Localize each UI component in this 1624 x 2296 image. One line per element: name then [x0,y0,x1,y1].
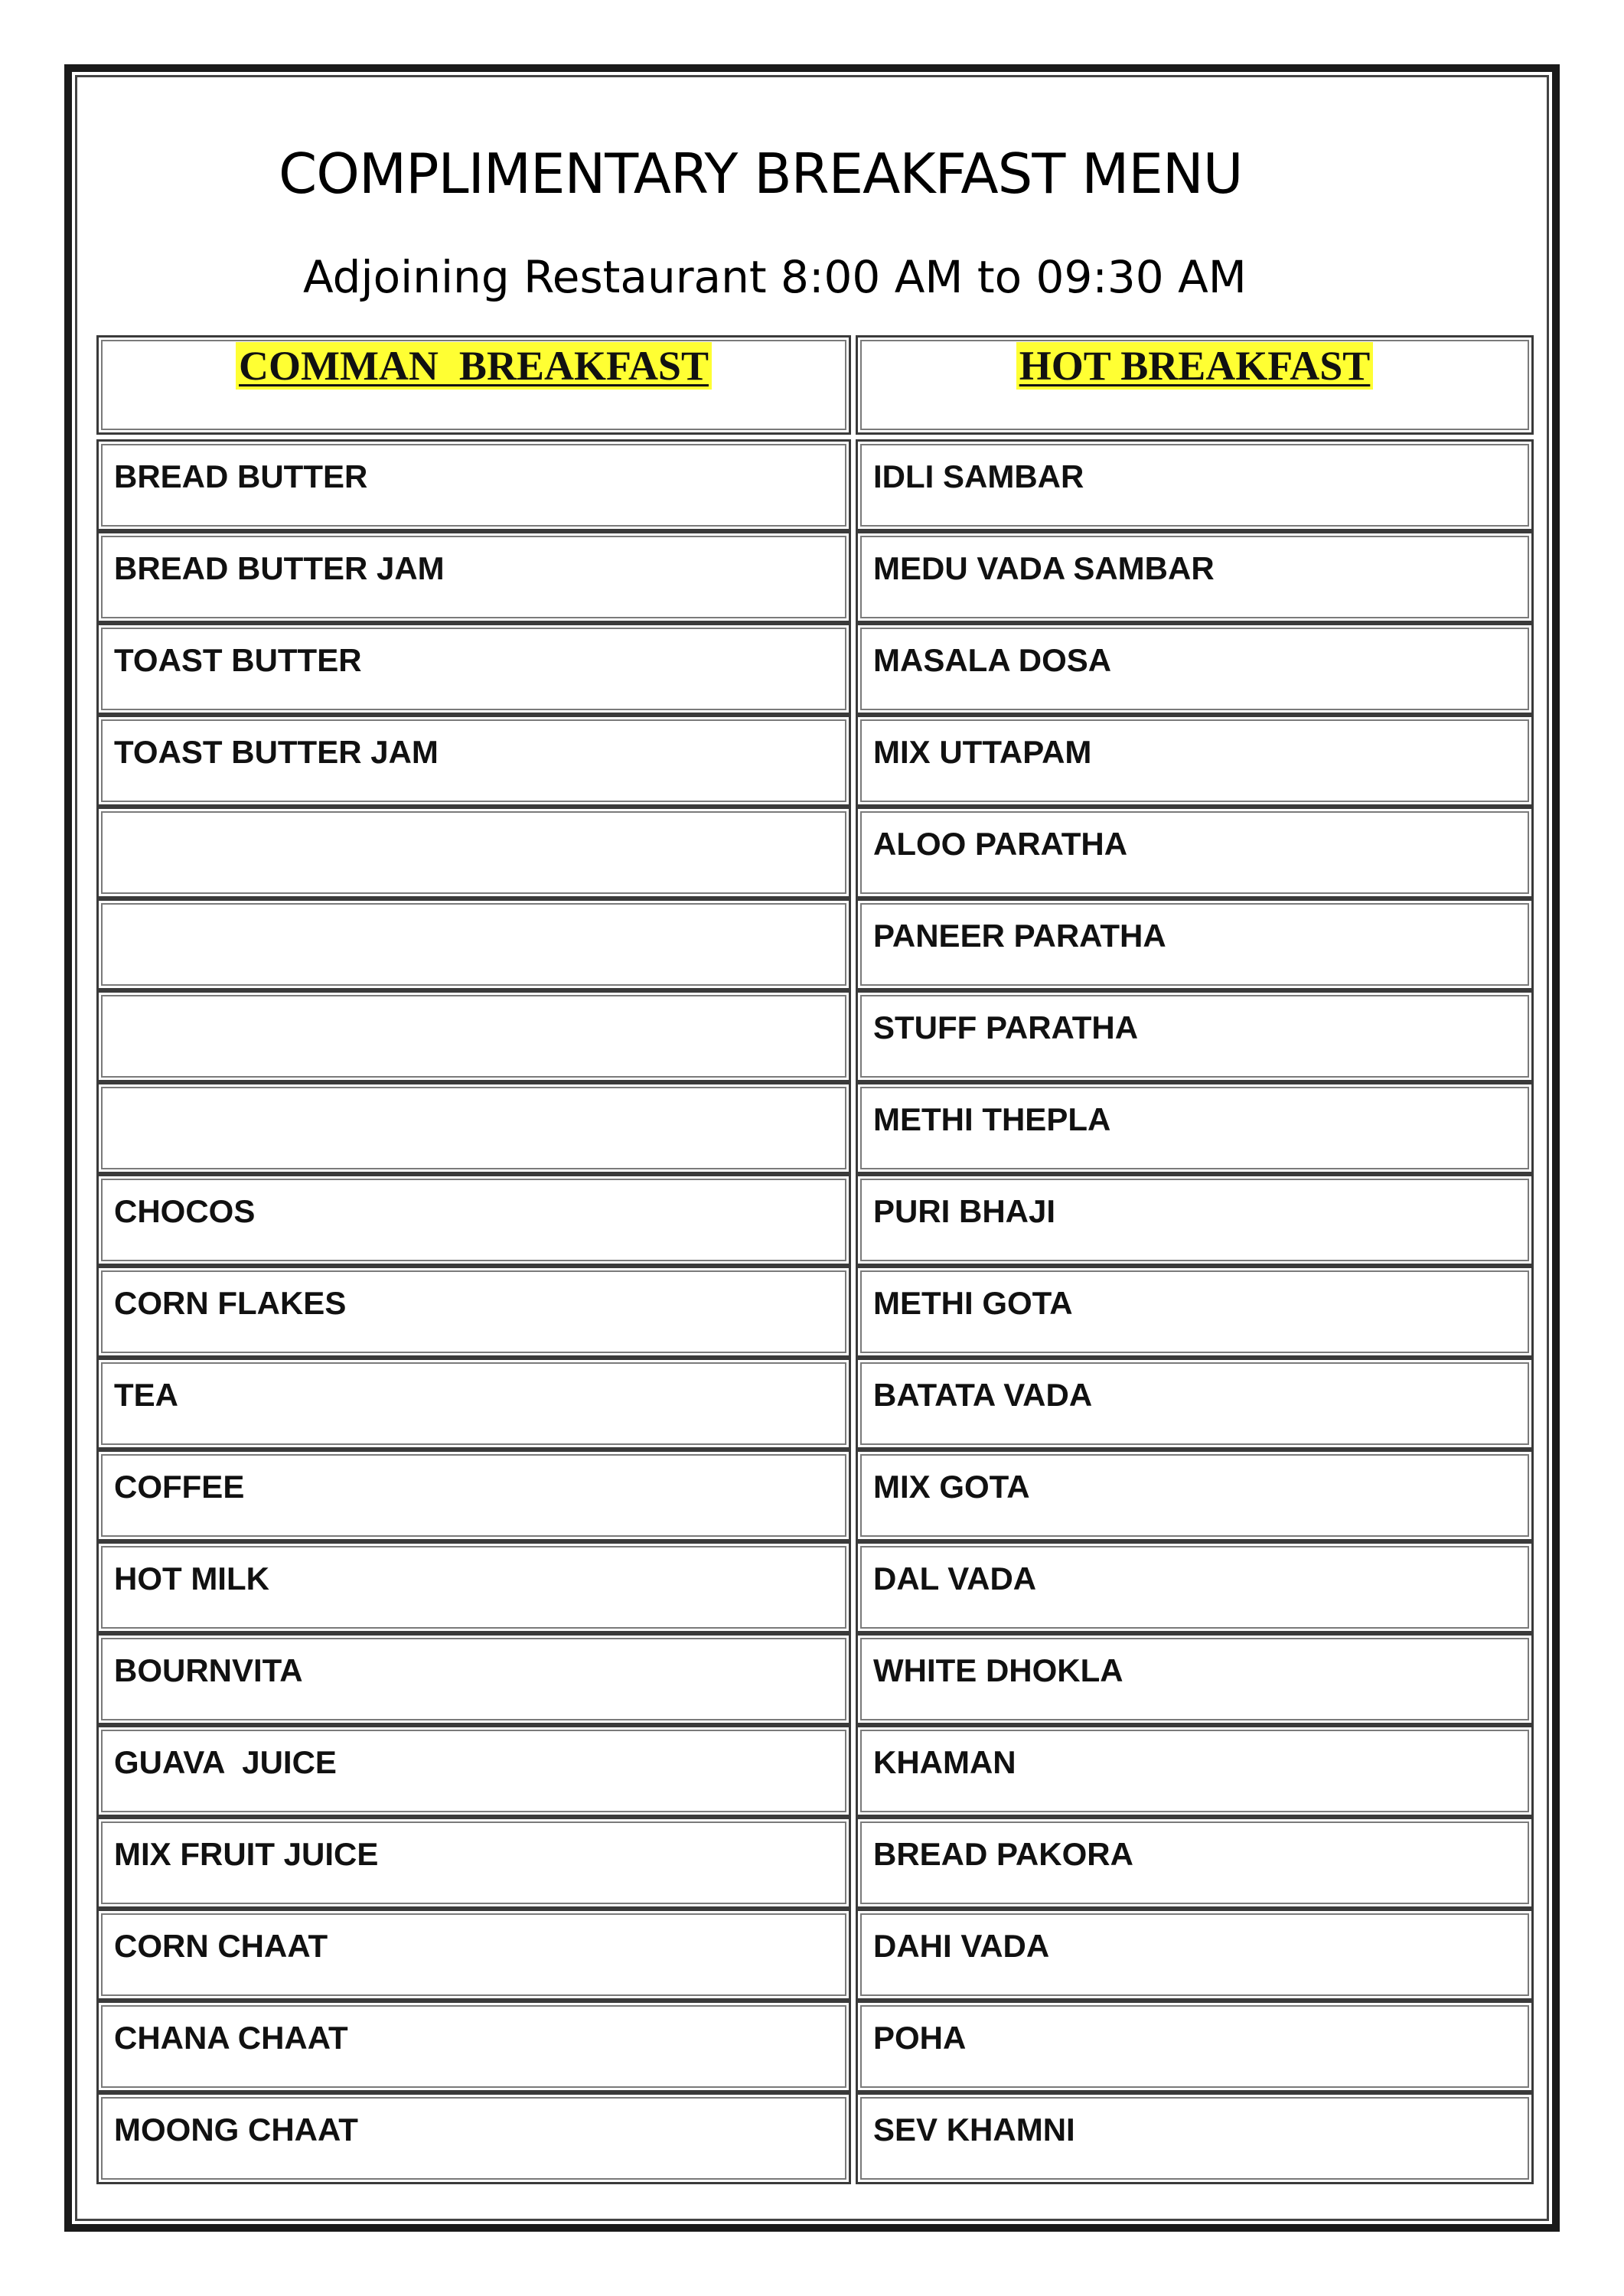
menu-item-comman: TEA [96,1358,851,1450]
menu-item-hot: METHI THEPLA [856,1082,1534,1174]
header-cell-comman-breakfast [96,335,851,435]
menu-table [96,335,1534,2184]
menu-item-comman: COFFEE [96,1450,851,1541]
menu-subtitle: Adjoining Restaurant 8:00 AM to 09:30 AM [303,251,1247,303]
menu-item-comman [96,899,851,990]
menu-item-hot: MEDU VADA SAMBAR [856,531,1534,623]
menu-item-hot: ALOO PARATHA [856,807,1534,899]
header-cell-hot-breakfast [856,335,1534,435]
menu-item-comman: MIX FRUIT JUICE [96,1817,851,1909]
menu-item-hot: IDLI SAMBAR [856,439,1534,531]
menu-item-comman: CORN FLAKES [96,1266,851,1358]
menu-item-comman: TOAST BUTTER JAM [96,715,851,807]
menu-item-comman [96,990,851,1082]
menu-item-comman: HOT MILK [96,1541,851,1633]
menu-item-comman: CHOCOS [96,1174,851,1266]
menu-item-comman: BREAD BUTTER [96,439,851,531]
menu-title: COMPLIMENTARY BREAKFAST MENU [279,142,1243,206]
menu-item-comman [96,1082,851,1174]
menu-item-hot: MIX GOTA [856,1450,1534,1541]
menu-item-hot: DAHI VADA [856,1909,1534,2001]
menu-item-comman: MOONG CHAAT [96,2092,851,2184]
menu-item-hot: DAL VADA [856,1541,1534,1633]
menu-item-hot: BREAD PAKORA [856,1817,1534,1909]
menu-item-hot: SEV KHAMNI [856,2092,1534,2184]
header-label-hot-breakfast: HOT BREAKFAST [1016,342,1374,390]
menu-item-hot: WHITE DHOKLA [856,1633,1534,1725]
menu-item-comman: BOURNVITA [96,1633,851,1725]
menu-item-comman [96,807,851,899]
menu-item-hot: POHA [856,2001,1534,2092]
menu-item-hot: PANEER PARATHA [856,899,1534,990]
menu-item-hot: BATATA VADA [856,1358,1534,1450]
menu-item-hot: MIX UTTAPAM [856,715,1534,807]
header-label-comman-breakfast: COMMAN BREAKFAST [236,342,712,390]
menu-item-hot: STUFF PARATHA [856,990,1534,1082]
menu-item-comman: CORN CHAAT [96,1909,851,2001]
menu-item-comman: TOAST BUTTER [96,623,851,715]
menu-item-comman: CHANA CHAAT [96,2001,851,2092]
menu-item-hot: METHI GOTA [856,1266,1534,1358]
menu-item-hot: KHAMAN [856,1725,1534,1817]
menu-item-comman: GUAVA JUICE [96,1725,851,1817]
menu-item-hot: MASALA DOSA [856,623,1534,715]
menu-item-hot: PURI BHAJI [856,1174,1534,1266]
menu-item-comman: BREAD BUTTER JAM [96,531,851,623]
